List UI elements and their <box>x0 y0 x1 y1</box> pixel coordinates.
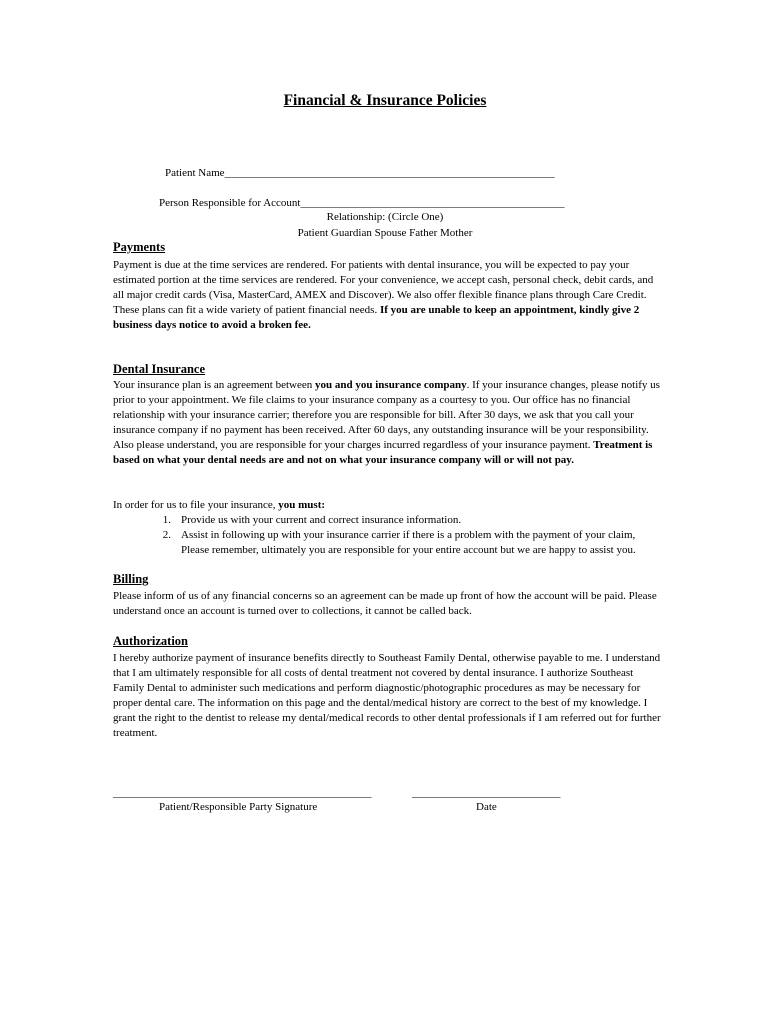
billing-paragraph: Please inform of us of any financial concerns so an agreement can be made up front of how the account will be paid. Please understand once an account is turned over to collections, it cannot be called back. <box>113 590 657 617</box>
insurance-requirements-intro <box>113 498 665 513</box>
authorization-heading: Authorization <box>113 634 188 648</box>
list-item <box>113 513 665 528</box>
dental-insurance-heading: Dental Insurance <box>113 362 206 376</box>
dental-insurance-bold-2: Treatment is based on what your dental needs are and not on what your insurance company will or will not pay. <box>113 439 653 466</box>
date-label: Date <box>476 801 497 813</box>
requirements-intro-bold: you must: <box>278 499 326 511</box>
signature-line[interactable]: _______________________________________________ <box>113 787 372 799</box>
page-title: Financial & Insurance Policies <box>283 92 487 109</box>
list-item-text: Provide us with your current and correct insurance information. <box>181 514 462 526</box>
list-item-number: 1. <box>162 514 171 526</box>
insurance-requirements-list <box>113 513 665 558</box>
relationship-options[interactable]: Patient Guardian Spouse Father Mother <box>297 227 473 239</box>
person-responsible-field[interactable]: Person Responsible for Account________________________________________________ <box>159 197 565 209</box>
payments-bold-text: If you are unable to keep an appointment, kindly give 2 business days notice to avoid a broken fee. <box>113 304 640 331</box>
payments-text: Payment is due at the time services are rendered. For patients with dental insurance, you will be expected to pay your estimated portion at the time services are rendered. For your convenience, we accept cash, personal check, debit cards, and all major credit cards (Visa, MasterCard, AMEX and Discover). We also offer flexible finance plans through Care Credit. These plans can fit a wide variety of patient financial needs. <box>113 259 654 316</box>
relationship-label: Relationship: (Circle One) <box>326 211 444 223</box>
dental-insurance-text-a: Your insurance plan is an agreement between <box>113 379 316 391</box>
list-item-number: 2. <box>162 529 171 541</box>
authorization-paragraph: I hereby authorize payment of insurance benefits directly to Southeast Family Dental, otherwise payable to me. I understand that I am ultimately responsible for all costs of dental treatment not covered by dental insurance. I authorize Southeast Family Dental to administer such medications and perform diagnostic/photographic procedures as may be necessary for proper dental care. The information on this page and the dental/medical history are correct to the best of my knowledge. I grant the right to the dentist to release my dental/medical records to other dental professionals if I am referred out for further treatment. <box>113 652 661 739</box>
signature-label: Patient/Responsible Party Signature <box>159 801 318 813</box>
billing-heading: Billing <box>113 572 149 586</box>
list-item-text: Assist in following up with your insurance carrier if there is a problem with the payment of your claim, Please remember, ultimately you are responsible for your entire account but we are happy to assist you. <box>181 529 636 556</box>
dental-insurance-text-b: . If your insurance changes, please notify us prior to your appointment. We file claims to your insurance company as a courtesy to you. Our office has no financial relationship with your insurance carrier; therefore you are responsible for bill. After 30 days, we ask that you call your insurance company if no payment has been received. After 60 days, any outstanding insurance will be your responsibility. Also please understand, you are responsible for your charges incurred regardless of your insurance payment. <box>113 379 660 451</box>
dental-insurance-paragraph <box>113 378 665 468</box>
date-line[interactable]: ___________________________ <box>412 787 561 799</box>
payments-paragraph <box>113 258 665 333</box>
list-item <box>113 528 665 558</box>
dental-insurance-bold-1: you and you insurance company <box>315 379 467 391</box>
requirements-intro-text: In order for us to file your insurance, <box>113 499 279 511</box>
payments-heading: Payments <box>113 240 166 254</box>
patient-name-field[interactable]: Patient Name____________________________________________________________ <box>165 167 555 179</box>
